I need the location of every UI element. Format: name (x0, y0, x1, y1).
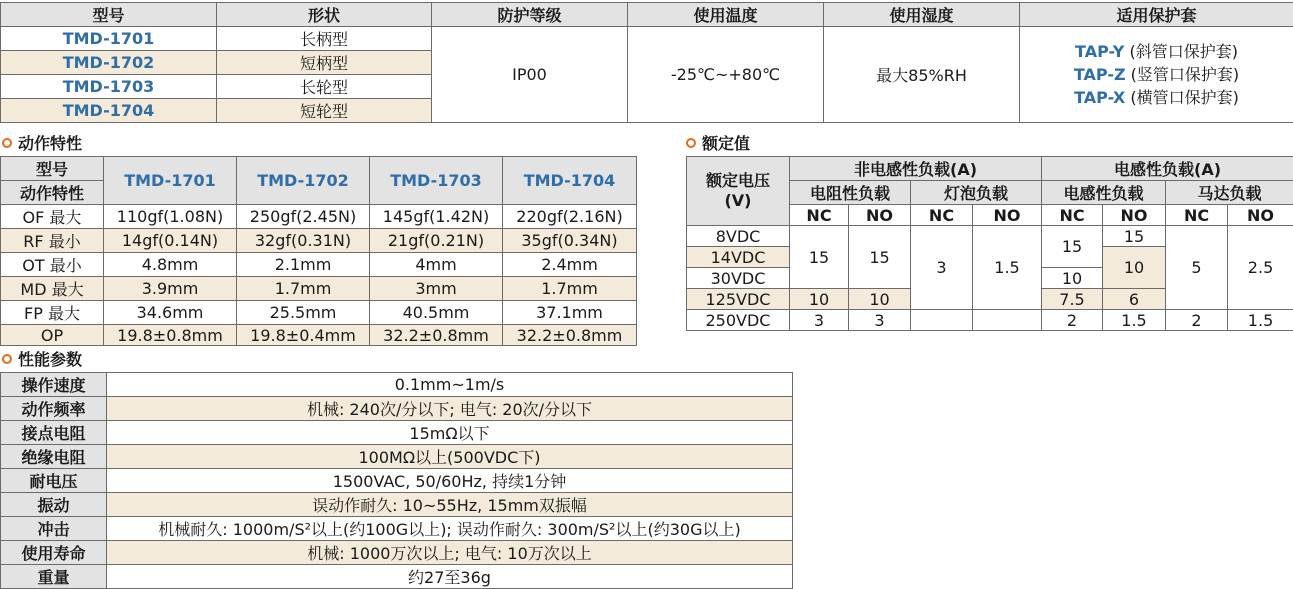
value-cell: 15 (790, 226, 849, 289)
row-label: FP 最大 (1, 301, 104, 325)
value-cell: 2.1mm (237, 253, 370, 277)
param-value: 机械: 240次/分以下; 电气: 20次/分以下 (107, 397, 793, 421)
value-cell: 1.5 (973, 226, 1042, 310)
param-value: 误动作耐久: 10~55Hz, 15mm双振幅 (107, 493, 793, 517)
section-title-rating (686, 131, 750, 154)
circle-bullet-icon (2, 354, 12, 364)
value-cell: 15 (849, 226, 911, 289)
row-label: RF 最小 (1, 229, 104, 253)
value-cell: 110gf(1.08N) (104, 205, 237, 229)
cover-item (1020, 63, 1293, 86)
temperature-value: -25℃~+80℃ (628, 27, 824, 123)
cover-desc: (斜管口保护套) (1124, 42, 1238, 61)
action-characteristics-table (0, 156, 637, 346)
value-cell: 2 (1042, 310, 1103, 331)
value-cell: 3 (849, 310, 911, 331)
value-cell: 32.2±0.8mm (370, 325, 503, 346)
value-cell (911, 310, 973, 331)
resistive-load-header: 电阻性负载 (790, 181, 911, 205)
inductive-load-header: 电感性负载 (1042, 181, 1166, 205)
corner-bottom: 动作特性 (1, 181, 104, 205)
nc-header: NC (790, 205, 849, 226)
value-cell: 15 (1103, 226, 1166, 247)
model-cell: TMD-1702 (1, 51, 217, 75)
section-title-action (2, 131, 82, 154)
param-value: 机械: 1000万次以上; 电气: 10万次以上 (107, 541, 793, 565)
value-cell: 14gf(0.14N) (104, 229, 237, 253)
value-cell: 4mm (370, 253, 503, 277)
value-cell: 10 (849, 289, 911, 310)
nc-header: NC (911, 205, 973, 226)
model-cell: TMD-1703 (1, 75, 217, 99)
value-cell: 19.8±0.8mm (104, 325, 237, 346)
motor-load-header: 马达负载 (1166, 181, 1293, 205)
shape-cell: 短柄型 (217, 51, 432, 75)
value-cell: 10 (1042, 268, 1103, 289)
value-cell: 2.5 (1228, 226, 1293, 310)
shape-cell: 短轮型 (217, 99, 432, 123)
value-cell: 7.5 (1042, 289, 1103, 310)
param-label: 重量 (1, 565, 107, 589)
param-value: 机械耐久: 1000m/S²以上(约100G以上); 误动作耐久: 300m/S²以上(约30G以上) (107, 517, 793, 541)
value-cell: 6 (1103, 289, 1166, 310)
value-cell: 34.6mm (104, 301, 237, 325)
param-value: 1500VAC, 50/60Hz, 持续1分钟 (107, 469, 793, 493)
performance-table (0, 372, 793, 589)
value-cell: 10 (1103, 247, 1166, 289)
value-cell: 4.8mm (104, 253, 237, 277)
model-header: TMD-1702 (237, 157, 370, 205)
model-header: TMD-1704 (503, 157, 637, 205)
header-shape: 形状 (217, 3, 432, 27)
voltage-cell: 30VDC (687, 268, 790, 289)
value-cell: 145gf(1.42N) (370, 205, 503, 229)
cover-code: TAP-Y (1075, 42, 1124, 61)
value-cell: 40.5mm (370, 301, 503, 325)
value-cell: 1.5 (1103, 310, 1166, 331)
no-header: NO (849, 205, 911, 226)
value-cell: 5 (1166, 226, 1228, 310)
value-cell (973, 310, 1042, 331)
section-label: 性能参数 (18, 347, 82, 370)
protection-value: IP00 (432, 27, 628, 123)
param-label: 接点电阻 (1, 421, 107, 445)
cover-desc: (横管口保护套) (1125, 88, 1239, 107)
value-cell: 220gf(2.16N) (503, 205, 637, 229)
row-label: OP (1, 325, 104, 346)
row-label: OF 最大 (1, 205, 104, 229)
param-value: 100MΩ以上(500VDC下) (107, 445, 793, 469)
cover-desc: (竖管口保护套) (1126, 65, 1240, 84)
param-label: 使用寿命 (1, 541, 107, 565)
param-label: 冲击 (1, 517, 107, 541)
value-cell: 32.2±0.8mm (503, 325, 637, 346)
value-cell: 32gf(0.31N) (237, 229, 370, 253)
value-cell: 25.5mm (237, 301, 370, 325)
circle-bullet-icon (686, 138, 696, 148)
voltage-cell: 8VDC (687, 226, 790, 247)
value-cell: 3.9mm (104, 277, 237, 301)
cover-code: TAP-X (1074, 88, 1125, 107)
param-label: 耐电压 (1, 469, 107, 493)
cover-list (1020, 27, 1293, 123)
circle-bullet-icon (2, 138, 12, 148)
value-cell: 1.7mm (237, 277, 370, 301)
voltage-cell: 250VDC (687, 310, 790, 331)
value-cell: 21gf(0.21N) (370, 229, 503, 253)
model-header: TMD-1703 (370, 157, 503, 205)
voltage-header-text: 额定电压 (V) (706, 171, 770, 210)
cover-code: TAP-Z (1074, 65, 1126, 84)
value-cell: 2 (1166, 310, 1228, 331)
voltage-header (687, 157, 790, 226)
corner-top: 型号 (1, 157, 104, 181)
cover-item (1020, 86, 1293, 109)
no-header: NO (973, 205, 1042, 226)
lamp-load-header: 灯泡负载 (911, 181, 1042, 205)
voltage-cell: 14VDC (687, 247, 790, 268)
param-value: 约27至36g (107, 565, 793, 589)
value-cell: 1.5 (1228, 310, 1293, 331)
row-label: OT 最小 (1, 253, 104, 277)
value-cell: 3 (911, 226, 973, 310)
row-label: MD 最大 (1, 277, 104, 301)
section-label: 动作特性 (18, 131, 82, 154)
header-model: 型号 (1, 3, 217, 27)
param-value: 0.1mm~1m/s (107, 373, 793, 397)
model-cell: TMD-1701 (1, 27, 217, 51)
header-temperature: 使用温度 (628, 3, 824, 27)
rated-values-table (686, 156, 1293, 331)
nc-header: NC (1166, 205, 1228, 226)
value-cell: 19.8±0.4mm (237, 325, 370, 346)
spec-table (0, 2, 1293, 123)
inductive-header: 电感性负载(A) (1042, 157, 1293, 181)
model-cell: TMD-1704 (1, 99, 217, 123)
param-label: 操作速度 (1, 373, 107, 397)
voltage-cell: 125VDC (687, 289, 790, 310)
header-humidity: 使用湿度 (824, 3, 1020, 27)
section-title-performance (2, 347, 82, 370)
cover-item (1020, 40, 1293, 63)
humidity-value: 最大85%RH (824, 27, 1020, 123)
header-cover: 适用保护套 (1020, 3, 1293, 27)
param-label: 绝缘电阻 (1, 445, 107, 469)
shape-cell: 长柄型 (217, 27, 432, 51)
section-label: 额定值 (702, 131, 750, 154)
no-header: NO (1103, 205, 1166, 226)
value-cell: 15 (1042, 226, 1103, 268)
param-label: 动作频率 (1, 397, 107, 421)
value-cell: 3 (790, 310, 849, 331)
value-cell: 3mm (370, 277, 503, 301)
header-protection: 防护等级 (432, 3, 628, 27)
non-inductive-header: 非电感性负载(A) (790, 157, 1042, 181)
param-value: 15mΩ以下 (107, 421, 793, 445)
value-cell: 1.7mm (503, 277, 637, 301)
nc-header: NC (1042, 205, 1103, 226)
shape-cell: 长轮型 (217, 75, 432, 99)
value-cell: 35gf(0.34N) (503, 229, 637, 253)
no-header: NO (1228, 205, 1293, 226)
value-cell: 37.1mm (503, 301, 637, 325)
value-cell: 250gf(2.45N) (237, 205, 370, 229)
value-cell: 2.4mm (503, 253, 637, 277)
model-header: TMD-1701 (104, 157, 237, 205)
param-label: 振动 (1, 493, 107, 517)
value-cell: 10 (790, 289, 849, 310)
